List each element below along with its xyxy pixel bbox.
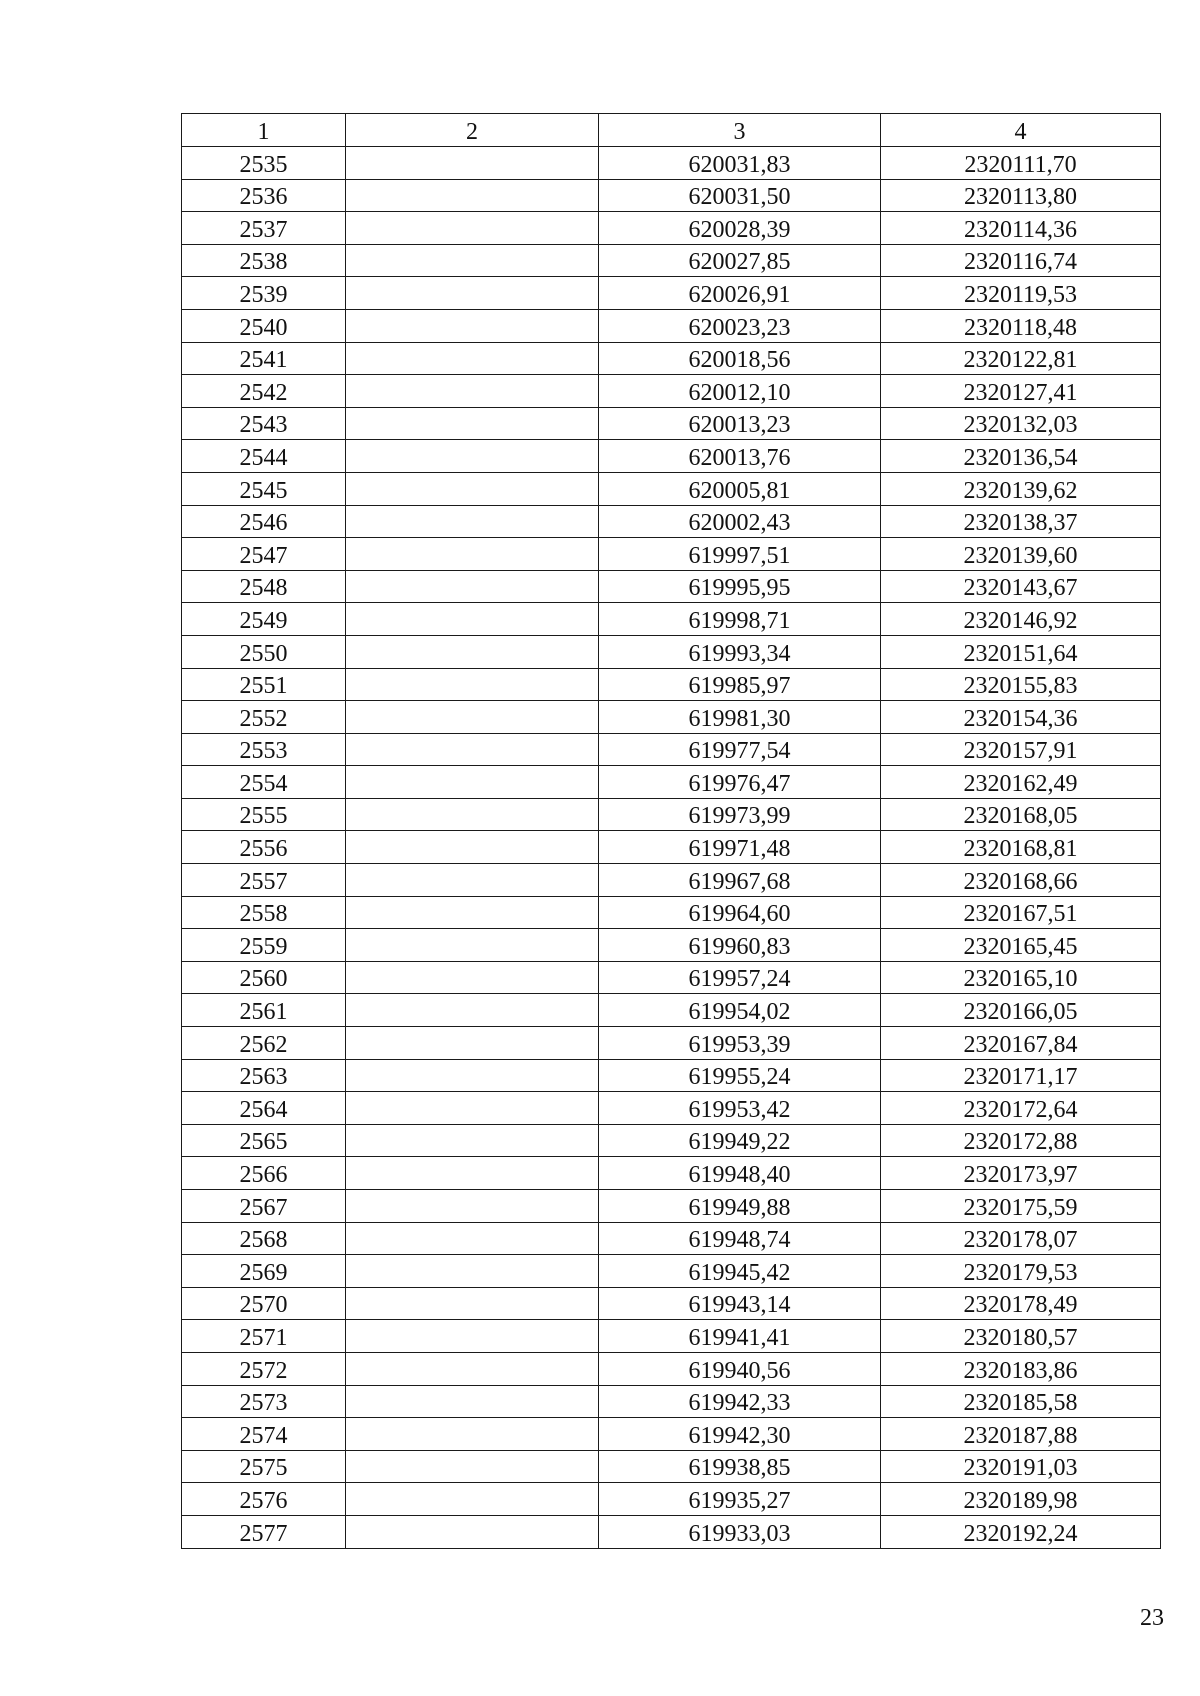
cell-col-4: 2320132,03	[881, 407, 1161, 440]
cell-col-2	[346, 929, 599, 962]
cell-point-number: 2575	[182, 1450, 346, 1483]
table-row	[182, 342, 1161, 375]
table-header	[182, 114, 1161, 147]
cell-point-number: 2554	[182, 766, 346, 799]
cell-col-2	[346, 1092, 599, 1125]
cell-col-2	[346, 1515, 599, 1548]
cell-col-2	[346, 538, 599, 571]
cell-point-number: 2574	[182, 1418, 346, 1451]
cell-col-3: 619948,74	[599, 1222, 881, 1255]
cell-col-3: 619943,14	[599, 1287, 881, 1320]
table-row	[182, 961, 1161, 994]
cell-col-2	[346, 505, 599, 538]
cell-col-4: 2320168,05	[881, 798, 1161, 831]
cell-point-number: 2573	[182, 1385, 346, 1418]
cell-col-2	[346, 1450, 599, 1483]
cell-point-number: 2544	[182, 440, 346, 473]
cell-col-3: 620028,39	[599, 212, 881, 245]
table-row	[182, 1059, 1161, 1092]
table-row	[182, 1450, 1161, 1483]
header-col-2: 2	[346, 114, 599, 147]
cell-point-number: 2545	[182, 472, 346, 505]
cell-col-2	[346, 212, 599, 245]
cell-col-2	[346, 244, 599, 277]
cell-col-2	[346, 342, 599, 375]
header-col-3: 3	[599, 114, 881, 147]
cell-col-3: 619976,47	[599, 766, 881, 799]
table-row	[182, 440, 1161, 473]
cell-col-3: 619948,40	[599, 1157, 881, 1190]
cell-col-4: 2320122,81	[881, 342, 1161, 375]
cell-point-number: 2538	[182, 244, 346, 277]
cell-point-number: 2553	[182, 733, 346, 766]
header-col-1: 1	[182, 114, 346, 147]
cell-col-3: 619949,22	[599, 1124, 881, 1157]
cell-col-3: 619993,34	[599, 635, 881, 668]
table-row	[182, 766, 1161, 799]
table-row	[182, 538, 1161, 571]
cell-point-number: 2550	[182, 635, 346, 668]
table-row	[182, 701, 1161, 734]
cell-col-3: 620012,10	[599, 375, 881, 408]
cell-col-4: 2320114,36	[881, 212, 1161, 245]
cell-col-3: 619938,85	[599, 1450, 881, 1483]
cell-col-4: 2320119,53	[881, 277, 1161, 310]
cell-point-number: 2548	[182, 570, 346, 603]
cell-col-4: 2320178,49	[881, 1287, 1161, 1320]
cell-col-2	[346, 1320, 599, 1353]
cell-point-number: 2570	[182, 1287, 346, 1320]
table-row	[182, 1222, 1161, 1255]
table-row	[182, 472, 1161, 505]
cell-col-4: 2320179,53	[881, 1255, 1161, 1288]
cell-col-3: 619995,95	[599, 570, 881, 603]
table-row	[182, 505, 1161, 538]
cell-col-2	[346, 1255, 599, 1288]
table-row	[182, 896, 1161, 929]
cell-point-number: 2559	[182, 929, 346, 962]
table-row	[182, 668, 1161, 701]
cell-point-number: 2568	[182, 1222, 346, 1255]
table-row	[182, 929, 1161, 962]
cell-col-4: 2320146,92	[881, 603, 1161, 636]
cell-point-number: 2557	[182, 864, 346, 897]
cell-col-2	[346, 635, 599, 668]
table-row	[182, 212, 1161, 245]
cell-col-4: 2320167,84	[881, 1027, 1161, 1060]
cell-col-4: 2320111,70	[881, 147, 1161, 180]
cell-col-2	[346, 603, 599, 636]
cell-point-number: 2556	[182, 831, 346, 864]
cell-col-3: 619964,60	[599, 896, 881, 929]
table-row	[182, 864, 1161, 897]
cell-col-4: 2320165,10	[881, 961, 1161, 994]
cell-col-2	[346, 375, 599, 408]
table-row	[182, 147, 1161, 180]
cell-point-number: 2537	[182, 212, 346, 245]
cell-col-2	[346, 1287, 599, 1320]
cell-point-number: 2571	[182, 1320, 346, 1353]
cell-col-2	[346, 1352, 599, 1385]
cell-col-3: 620013,23	[599, 407, 881, 440]
cell-col-3: 620031,83	[599, 147, 881, 180]
table-row	[182, 635, 1161, 668]
header-col-4: 4	[881, 114, 1161, 147]
cell-col-2	[346, 1027, 599, 1060]
cell-col-3: 620002,43	[599, 505, 881, 538]
cell-col-4: 2320185,58	[881, 1385, 1161, 1418]
cell-col-3: 619985,97	[599, 668, 881, 701]
table-row	[182, 603, 1161, 636]
cell-point-number: 2569	[182, 1255, 346, 1288]
cell-col-2	[346, 961, 599, 994]
cell-point-number: 2566	[182, 1157, 346, 1190]
cell-col-3: 619942,30	[599, 1418, 881, 1451]
table-row	[182, 994, 1161, 1027]
cell-col-4: 2320187,88	[881, 1418, 1161, 1451]
cell-col-3: 620031,50	[599, 179, 881, 212]
cell-col-3: 619955,24	[599, 1059, 881, 1092]
cell-col-2	[346, 472, 599, 505]
cell-point-number: 2535	[182, 147, 346, 180]
cell-col-3: 619960,83	[599, 929, 881, 962]
table-row	[182, 1157, 1161, 1190]
cell-point-number: 2536	[182, 179, 346, 212]
cell-col-2	[346, 733, 599, 766]
cell-col-3: 619973,99	[599, 798, 881, 831]
coordinates-table	[181, 113, 1161, 1549]
cell-col-4: 2320113,80	[881, 179, 1161, 212]
cell-point-number: 2549	[182, 603, 346, 636]
cell-point-number: 2540	[182, 309, 346, 342]
cell-col-4: 2320166,05	[881, 994, 1161, 1027]
table-row	[182, 1418, 1161, 1451]
cell-col-3: 619933,03	[599, 1515, 881, 1548]
table-row	[182, 407, 1161, 440]
cell-point-number: 2555	[182, 798, 346, 831]
cell-point-number: 2572	[182, 1352, 346, 1385]
cell-col-4: 2320183,86	[881, 1352, 1161, 1385]
page-number: 23	[1140, 1605, 1164, 1631]
cell-col-4: 2320151,64	[881, 635, 1161, 668]
cell-col-3: 619942,33	[599, 1385, 881, 1418]
cell-col-2	[346, 1190, 599, 1223]
cell-col-3: 619945,42	[599, 1255, 881, 1288]
table-row	[182, 1255, 1161, 1288]
cell-col-3: 619967,68	[599, 864, 881, 897]
cell-col-4: 2320116,74	[881, 244, 1161, 277]
cell-col-4: 2320172,88	[881, 1124, 1161, 1157]
table-row	[182, 1124, 1161, 1157]
cell-point-number: 2563	[182, 1059, 346, 1092]
table-row	[182, 1385, 1161, 1418]
cell-point-number: 2567	[182, 1190, 346, 1223]
cell-point-number: 2547	[182, 538, 346, 571]
cell-point-number: 2562	[182, 1027, 346, 1060]
cell-col-4: 2320154,36	[881, 701, 1161, 734]
cell-col-2	[346, 407, 599, 440]
cell-col-3: 619957,24	[599, 961, 881, 994]
cell-col-4: 2320173,97	[881, 1157, 1161, 1190]
cell-col-2	[346, 864, 599, 897]
cell-col-4: 2320168,81	[881, 831, 1161, 864]
cell-col-2	[346, 798, 599, 831]
cell-col-4: 2320157,91	[881, 733, 1161, 766]
cell-col-3: 620013,76	[599, 440, 881, 473]
table-row	[182, 831, 1161, 864]
cell-col-4: 2320178,07	[881, 1222, 1161, 1255]
cell-col-2	[346, 668, 599, 701]
cell-col-2	[346, 1385, 599, 1418]
cell-col-4: 2320180,57	[881, 1320, 1161, 1353]
cell-point-number: 2565	[182, 1124, 346, 1157]
cell-col-3: 620005,81	[599, 472, 881, 505]
cell-col-3: 620023,23	[599, 309, 881, 342]
cell-col-2	[346, 147, 599, 180]
cell-col-2	[346, 1157, 599, 1190]
cell-col-4: 2320171,17	[881, 1059, 1161, 1092]
table-row	[182, 277, 1161, 310]
cell-point-number: 2577	[182, 1515, 346, 1548]
cell-point-number: 2552	[182, 701, 346, 734]
cell-point-number: 2542	[182, 375, 346, 408]
cell-col-2	[346, 277, 599, 310]
cell-col-4: 2320139,60	[881, 538, 1161, 571]
cell-col-2	[346, 1483, 599, 1516]
table-row	[182, 1483, 1161, 1516]
table-row	[182, 570, 1161, 603]
cell-col-2	[346, 831, 599, 864]
cell-col-4: 2320167,51	[881, 896, 1161, 929]
cell-col-4: 2320138,37	[881, 505, 1161, 538]
table-row	[182, 1287, 1161, 1320]
cell-point-number: 2561	[182, 994, 346, 1027]
table-row	[182, 179, 1161, 212]
cell-col-3: 619971,48	[599, 831, 881, 864]
cell-col-3: 619953,39	[599, 1027, 881, 1060]
cell-col-2	[346, 570, 599, 603]
cell-col-2	[346, 1059, 599, 1092]
table-body	[182, 147, 1161, 1549]
cell-col-3: 619935,27	[599, 1483, 881, 1516]
cell-point-number: 2560	[182, 961, 346, 994]
cell-col-2	[346, 440, 599, 473]
cell-col-3: 619998,71	[599, 603, 881, 636]
cell-point-number: 2546	[182, 505, 346, 538]
cell-col-4: 2320127,41	[881, 375, 1161, 408]
cell-col-3: 620018,56	[599, 342, 881, 375]
cell-point-number: 2539	[182, 277, 346, 310]
cell-col-2	[346, 309, 599, 342]
cell-col-2	[346, 1222, 599, 1255]
cell-col-4: 2320192,24	[881, 1515, 1161, 1548]
cell-point-number: 2564	[182, 1092, 346, 1125]
cell-col-3: 619981,30	[599, 701, 881, 734]
cell-col-2	[346, 994, 599, 1027]
cell-col-4: 2320191,03	[881, 1450, 1161, 1483]
table-row	[182, 244, 1161, 277]
cell-col-2	[346, 701, 599, 734]
cell-point-number: 2541	[182, 342, 346, 375]
cell-col-4: 2320165,45	[881, 929, 1161, 962]
cell-col-2	[346, 179, 599, 212]
table-row	[182, 733, 1161, 766]
cell-col-4: 2320139,62	[881, 472, 1161, 505]
cell-col-4: 2320143,67	[881, 570, 1161, 603]
cell-col-3: 619949,88	[599, 1190, 881, 1223]
table-row	[182, 375, 1161, 408]
table-row	[182, 1320, 1161, 1353]
cell-col-2	[346, 766, 599, 799]
cell-col-3: 619977,54	[599, 733, 881, 766]
cell-col-4: 2320168,66	[881, 864, 1161, 897]
cell-point-number: 2558	[182, 896, 346, 929]
cell-col-3: 619997,51	[599, 538, 881, 571]
cell-col-3: 619941,41	[599, 1320, 881, 1353]
cell-col-3: 619940,56	[599, 1352, 881, 1385]
cell-col-3: 620026,91	[599, 277, 881, 310]
table-row	[182, 309, 1161, 342]
table-row	[182, 798, 1161, 831]
cell-col-4: 2320175,59	[881, 1190, 1161, 1223]
cell-col-3: 619954,02	[599, 994, 881, 1027]
cell-col-2	[346, 1124, 599, 1157]
cell-col-4: 2320172,64	[881, 1092, 1161, 1125]
cell-col-4: 2320189,98	[881, 1483, 1161, 1516]
table-row	[182, 1190, 1161, 1223]
cell-col-4: 2320155,83	[881, 668, 1161, 701]
table-row	[182, 1352, 1161, 1385]
table-row	[182, 1092, 1161, 1125]
cell-col-4: 2320118,48	[881, 309, 1161, 342]
cell-point-number: 2543	[182, 407, 346, 440]
cell-col-2	[346, 1418, 599, 1451]
table-row	[182, 1027, 1161, 1060]
cell-col-3: 620027,85	[599, 244, 881, 277]
cell-point-number: 2551	[182, 668, 346, 701]
cell-col-4: 2320136,54	[881, 440, 1161, 473]
cell-col-4: 2320162,49	[881, 766, 1161, 799]
header-row	[182, 114, 1161, 147]
cell-col-2	[346, 896, 599, 929]
cell-col-3: 619953,42	[599, 1092, 881, 1125]
table-row	[182, 1515, 1161, 1548]
cell-point-number: 2576	[182, 1483, 346, 1516]
